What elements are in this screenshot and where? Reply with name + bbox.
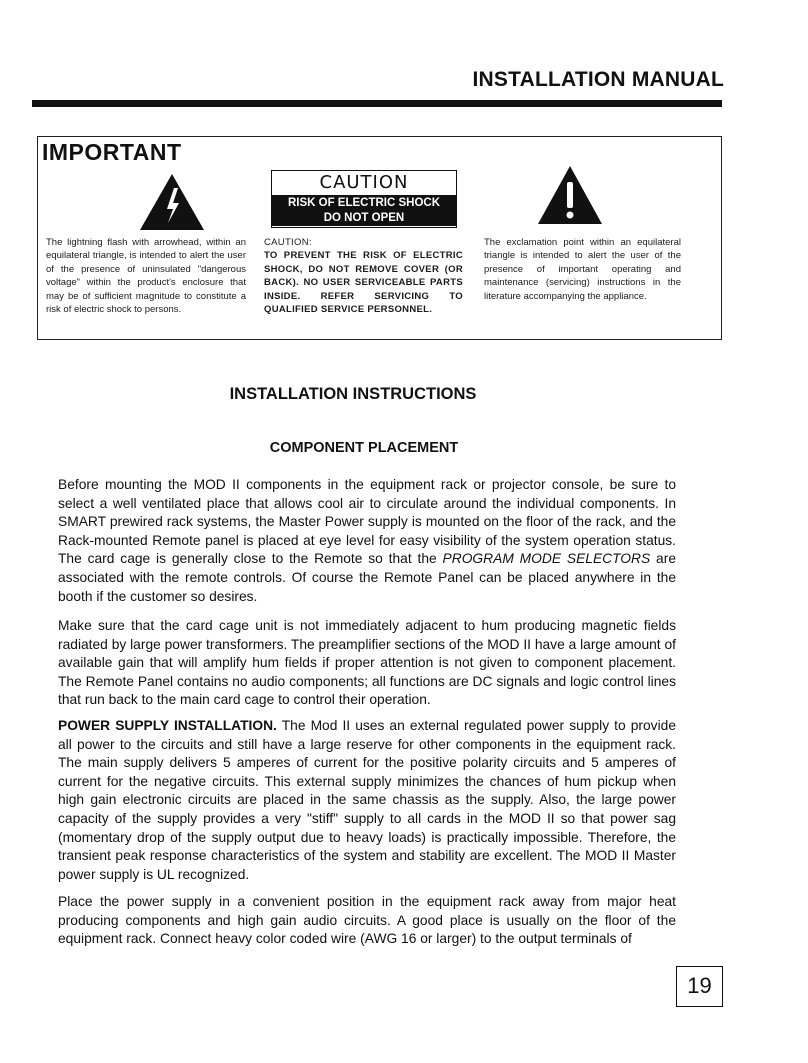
exclamation-explanation-text: The exclamation point within an equilateral triangle is intended to alert the user of the presence of important operating and maintenance (servicing) instructions in the literature accompanying the appliance.	[484, 237, 681, 302]
caution-band	[272, 195, 456, 226]
caution-label	[271, 170, 457, 228]
paragraph-power-supply	[58, 717, 676, 884]
important-heading: IMPORTANT	[42, 139, 182, 165]
paragraph-hum-fields: Make sure that the card cage unit is not immediately adjacent to hum producing magnetic fields radiated by large power transformers. The preamplifier sections of the MOD II have a large amount of available gain that will amplify hum fields if proper attention is not given to component placement. The Remote Panel contains no audio components; all functions are DC signals and logic control lines that run back to the main card cage to control their operation.	[58, 618, 676, 708]
caution-word: CAUTION	[319, 172, 409, 193]
caution-line-1: RISK OF ELECTRIC SHOCK	[287, 197, 441, 209]
power-supply-body: The Mod II uses an external regulated power supply to provide all power to the circuits and still have a large reserve for other components in the equipment rack. The main supply delivers 5 amperes of current for the positive polarity circuits and 5 amperes of current for the negative circuits. This external supply minimizes the chances of hum pickup when high gain electronic circuits are placed in the same chassis as the supply. Also, the large power capacity of the supply provides a very "stiff" supply to all cards in the MOD II so that power sag (momentary drop of the supply output due to heavy loads) is practically impossible. Therefore, the transient peak response characteristics of the system and stability are excellent. The MOD II Master power supply is UL recognized.	[58, 718, 676, 882]
power-supply-runin-heading: POWER SUPPLY INSTALLATION.	[58, 718, 277, 733]
caution-lead: CAUTION:	[264, 237, 312, 248]
paragraph-power-placement: Place the power supply in a convenient position in the equipment rack away from major heat producing components and high gain audio circuits. A good place is usually on the floor of the equipment rack. Connect heavy color coded wire (AWG 16 or larger) to the output terminals of	[58, 894, 676, 947]
subsection-title: COMPONENT PLACEMENT	[269, 440, 459, 456]
exclamation-triangle-icon	[536, 164, 604, 226]
caution-body: TO PREVENT THE RISK OF ELECTRIC SHOCK, DO NOT REMOVE COVER (OR BACK). NO USER SERVICEABLE PARTS INSIDE. REFER SERVICING TO QUALIFIED SERVICE PERSONNEL.	[264, 250, 463, 316]
important-notice-box	[37, 136, 722, 340]
paragraph-placement-part-2: are associated with the remote controls. Of course the Remote Panel can be placed anywhere in the booth if the customer so desires.	[58, 551, 676, 604]
page-number: 19	[676, 966, 723, 1007]
caution-warning-text	[264, 236, 463, 316]
section-title: INSTALLATION INSTRUCTIONS	[229, 385, 477, 403]
caution-line-2: DO NOT OPEN	[323, 212, 405, 224]
page-header-title: INSTALLATION MANUAL	[472, 68, 724, 91]
header-rule	[32, 100, 722, 107]
paragraph-placement-part-1: Before mounting the MOD II components in the equipment rack or projector console, be sure to select a well ventilated place that allows cool air to circulate around the individual components. In SMART prewired rack systems, the Master Power supply is mounted on the floor of the rack, and the Rack-mounted Remote panel is placed at eye level for easy visibility of the system operation status. The card cage is generally close to the Remote so that the	[58, 477, 676, 567]
program-mode-selectors-emphasis: PROGRAM MODE SELECTORS	[442, 551, 651, 567]
paragraph-placement	[58, 476, 676, 606]
lightning-explanation-text: The lightning flash with arrowhead, within an equilateral triangle, is intended to alert the user of the presence of uninsulated "dangerous voltage" within the product's enclosure that may be of sufficient magnitude to constitute a risk of electric shock to persons.	[46, 237, 246, 316]
lightning-triangle-icon	[138, 172, 206, 232]
